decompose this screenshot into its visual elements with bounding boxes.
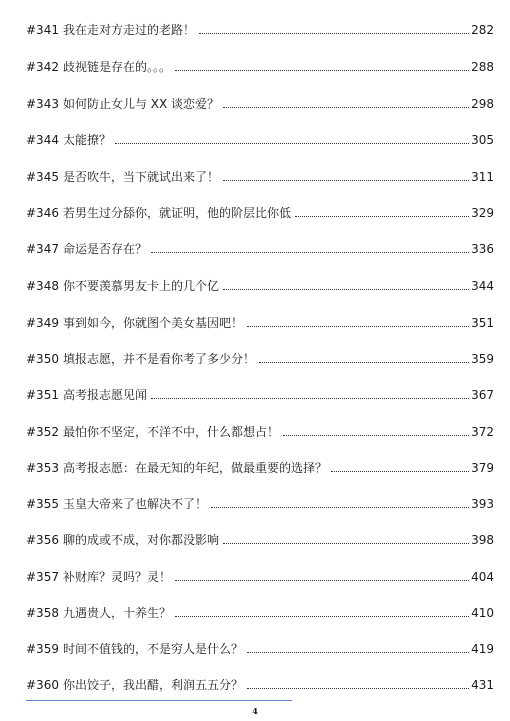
toc-entry-title: 若男生过分舔你，就证明，他的阶层比你低 [62, 206, 291, 220]
toc-dot-leader [211, 506, 469, 508]
toc-entry[interactable] [26, 93, 494, 111]
toc-dot-leader [223, 179, 469, 181]
page-number: 4 [252, 706, 258, 716]
toc-dot-leader [151, 397, 469, 399]
toc-dot-leader [283, 434, 469, 436]
toc-dot-leader [247, 325, 469, 327]
toc-entry-number: #355 [26, 497, 59, 511]
toc-entry-number: #342 [26, 60, 59, 74]
toc-entry-title: 你不要羡慕男友卡上的几个亿 [62, 279, 219, 293]
toc-entry-page: 336 [471, 242, 494, 256]
toc-entry-number: #360 [26, 678, 59, 692]
toc-entry[interactable] [26, 421, 494, 439]
toc-entry-page: 359 [471, 352, 494, 366]
toc-entry[interactable] [26, 275, 494, 293]
toc-dot-leader [223, 106, 469, 108]
toc-entry-page: 351 [471, 316, 494, 330]
toc-entry-number: #347 [26, 242, 59, 256]
toc-entry[interactable] [26, 602, 494, 620]
toc-entry-title: 你出饺子，我出醋，利润五五分？ [62, 678, 243, 692]
toc-entry-number: #351 [26, 388, 59, 402]
toc-entry-page: 372 [471, 425, 494, 439]
toc-entry-title: 如何防止女儿与 XX 谈恋爱？ [62, 97, 220, 111]
toc-entry-page: 305 [471, 133, 494, 147]
toc-entry-page: 344 [471, 279, 494, 293]
toc-entry[interactable] [26, 674, 494, 692]
toc-entry-title: 太能撩？ [62, 133, 111, 147]
toc-entry-number: #345 [26, 170, 59, 184]
toc-entry[interactable] [26, 566, 494, 584]
toc-dot-leader [259, 361, 469, 363]
toc-dot-leader [295, 215, 469, 217]
toc-entry-title: 歧视链是存在的。。。 [62, 60, 171, 74]
toc-dot-leader [247, 651, 469, 653]
toc-entry-number: #353 [26, 461, 59, 475]
toc-entry-title: 玉皇大帝来了也解决不了！ [62, 497, 207, 511]
toc-dot-leader [199, 32, 469, 34]
toc-entry-page: 298 [471, 97, 494, 111]
toc-entry-page: 410 [471, 606, 494, 620]
toc-entry-number: #346 [26, 206, 59, 220]
toc-dot-leader [223, 542, 469, 544]
toc-entry[interactable] [26, 312, 494, 330]
toc-entry-page: 431 [471, 678, 494, 692]
toc-dot-leader [331, 470, 469, 472]
toc-entry-number: #350 [26, 352, 59, 366]
toc-entry[interactable] [26, 638, 494, 656]
toc-entry-page: 393 [471, 497, 494, 511]
toc-entry-title: 高考报志愿见闻 [62, 388, 147, 402]
toc-entry-number: #341 [26, 23, 59, 37]
toc-entry-title: 补财库？灵吗？灵！ [62, 570, 171, 584]
toc-dot-leader [175, 69, 469, 71]
toc-entry-page: 329 [471, 206, 494, 220]
toc-entry[interactable] [26, 166, 494, 184]
toc-entry-page: 282 [471, 23, 494, 37]
toc-entry-title: 高考报志愿：在最无知的年纪，做最重要的选择？ [62, 461, 327, 475]
toc-entry-title: 时间不值钱的，不是穷人是什么？ [62, 642, 243, 656]
toc-entry-number: #358 [26, 606, 59, 620]
toc-entry-title: 聊的成或不成，对你都没影响 [62, 533, 219, 547]
toc-entry[interactable] [26, 19, 494, 37]
toc-entry[interactable] [26, 493, 494, 511]
toc-entry[interactable] [26, 202, 494, 220]
toc-entry-number: #344 [26, 133, 59, 147]
toc-entry-page: 311 [471, 170, 494, 184]
toc-entry-number: #352 [26, 425, 59, 439]
toc-entry-number: #343 [26, 97, 59, 111]
toc-entry[interactable] [26, 457, 494, 475]
footer-divider [26, 700, 292, 701]
toc-entry-page: 288 [471, 60, 494, 74]
toc-entry-title: 是否吹牛，当下就试出来了！ [62, 170, 219, 184]
toc-entry-page: 379 [471, 461, 494, 475]
toc-dot-leader [115, 142, 469, 144]
toc-dot-leader [175, 579, 469, 581]
toc-entry[interactable] [26, 238, 494, 256]
toc-entry[interactable] [26, 56, 494, 74]
toc-entry[interactable] [26, 529, 494, 547]
toc-entry[interactable] [26, 384, 494, 402]
toc-entry-title: 填报志愿，并不是看你考了多少分！ [62, 352, 255, 366]
toc-entry-number: #356 [26, 533, 59, 547]
toc-dot-leader [247, 687, 469, 689]
toc-entry-title: 我在走对方走过的老路！ [62, 23, 195, 37]
toc-entry[interactable] [26, 129, 494, 147]
toc-entry-title: 命运是否存在？ [62, 242, 147, 256]
toc-entry-title: 九遇贵人，十养生？ [62, 606, 171, 620]
toc-entry-number: #348 [26, 279, 59, 293]
toc-dot-leader [151, 251, 469, 253]
toc-entry-page: 404 [471, 570, 494, 584]
toc-entry-number: #357 [26, 570, 59, 584]
toc-entry-page: 398 [471, 533, 494, 547]
toc-entry-number: #349 [26, 316, 59, 330]
toc-entry-number: #359 [26, 642, 59, 656]
toc-entry-title: 事到如今，你就图个美女基因吧！ [62, 316, 243, 330]
toc-entry[interactable] [26, 348, 494, 366]
toc-entry-title: 最怕你不坚定，不洋不中，什么都想占！ [62, 425, 279, 439]
toc-entry-page: 419 [471, 642, 494, 656]
toc-entry-page: 367 [471, 388, 494, 402]
toc-dot-leader [223, 288, 469, 290]
toc-dot-leader [175, 615, 469, 617]
